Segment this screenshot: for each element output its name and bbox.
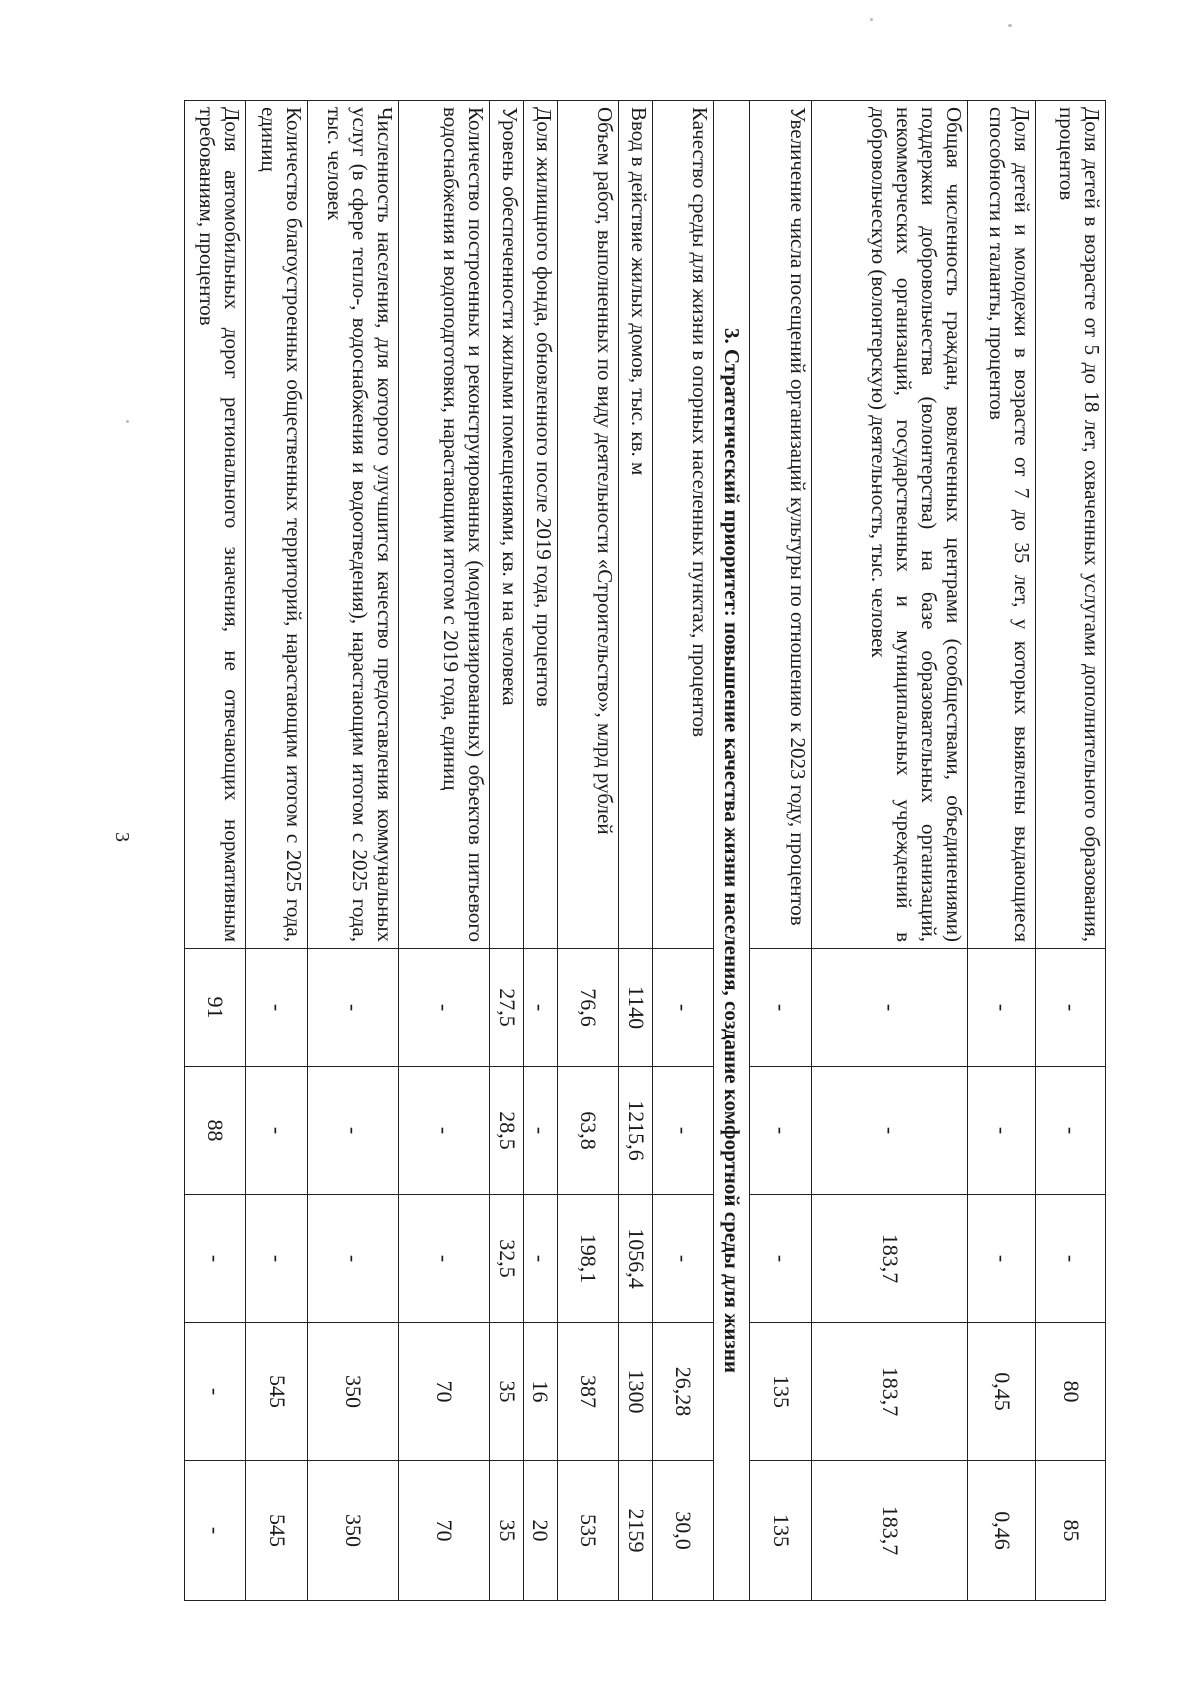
indicator-value: - (1036, 1195, 1106, 1323)
indicator-value: 183,7 (811, 1461, 968, 1601)
table-row (185, 101, 246, 1601)
indicator-name: Объем работ, выполненных по виду деятельности «Строительство», млрд рублей (557, 101, 618, 949)
indicator-value: - (398, 1195, 489, 1323)
table-row (968, 101, 1036, 1601)
indicator-value: 545 (246, 1461, 307, 1601)
indicator-value: 28,5 (489, 1067, 523, 1195)
table-row (398, 101, 489, 1601)
indicator-name: Доля жилищного фонда, обновленного после 2019 года, процентов (523, 101, 557, 949)
scan-speck (870, 18, 873, 21)
indicator-name: Доля автомобильных дорог регионального значения, не отвечающих нормативным требованиям, процентов (185, 101, 246, 949)
table-row (811, 101, 968, 1601)
indicators-table-body (185, 101, 1106, 1601)
indicator-value: 30,0 (652, 1461, 713, 1601)
table-row (489, 101, 523, 1601)
indicator-value: 1140 (619, 949, 653, 1067)
indicator-value: 35 (489, 1323, 523, 1461)
indicator-name: Доля детей в возрасте от 5 до 18 лет, охваченных услугами дополнительного образования, процентов (1036, 101, 1106, 949)
indicator-value: - (523, 1067, 557, 1195)
indicator-value: 63,8 (557, 1067, 618, 1195)
indicator-value: 535 (557, 1461, 618, 1601)
table-row (557, 101, 618, 1601)
indicator-value: - (1036, 1067, 1106, 1195)
indicator-value: - (811, 1067, 968, 1195)
indicator-value: 80 (1036, 1323, 1106, 1461)
indicator-value: - (185, 1461, 246, 1601)
indicator-value: - (398, 1067, 489, 1195)
scan-speck (126, 420, 129, 423)
page-number: 3 (111, 832, 133, 842)
indicator-value: 350 (307, 1461, 398, 1601)
table-row (652, 101, 713, 1601)
section-heading: 3. Стратегический приоритет: повышение качества жизни населения, создание комфортной среды для жизни (714, 101, 750, 1601)
section-row (714, 101, 750, 1601)
scan-speck (1008, 24, 1012, 27)
indicator-name: Уровень обеспеченности жилыми помещениями, кв. м на человека (489, 101, 523, 949)
indicator-value: 183,7 (811, 1195, 968, 1323)
indicators-table-container (184, 100, 1106, 1600)
indicator-name: Качество среды для жизни в опорных населенных пунктах, процентов (652, 101, 713, 949)
indicator-value: - (246, 1195, 307, 1323)
table-row (619, 101, 653, 1601)
table-row (523, 101, 557, 1601)
indicator-value: - (811, 949, 968, 1067)
indicator-value: 0,45 (968, 1323, 1036, 1461)
indicator-value: 76,6 (557, 949, 618, 1067)
indicator-value: - (246, 949, 307, 1067)
indicator-value: 1056,4 (619, 1195, 653, 1323)
indicator-value: 135 (750, 1323, 811, 1461)
table-row (1036, 101, 1106, 1601)
indicator-value: - (185, 1323, 246, 1461)
indicator-value: - (968, 1195, 1036, 1323)
indicator-value: - (652, 1067, 713, 1195)
table-row (307, 101, 398, 1601)
indicator-value: - (246, 1067, 307, 1195)
indicator-value: 545 (246, 1323, 307, 1461)
indicator-value: 183,7 (811, 1323, 968, 1461)
indicator-value: - (185, 1195, 246, 1323)
table-row (246, 101, 307, 1601)
table-row (750, 101, 811, 1601)
indicator-value: - (523, 1195, 557, 1323)
indicator-value: - (307, 1195, 398, 1323)
indicator-value: 350 (307, 1323, 398, 1461)
indicator-value: 0,46 (968, 1461, 1036, 1601)
indicator-value: 1215,6 (619, 1067, 653, 1195)
indicator-name: Увеличение числа посещений организаций культуры по отношению к 2023 году, процентов (750, 101, 811, 949)
indicator-value: - (968, 949, 1036, 1067)
indicator-value: - (750, 1067, 811, 1195)
indicator-value: 35 (489, 1461, 523, 1601)
indicator-value: 88 (185, 1067, 246, 1195)
indicator-name: Ввод в действие жилых домов, тыс. кв. м (619, 101, 653, 949)
indicator-value: 1300 (619, 1323, 653, 1461)
indicator-name: Общая численность граждан, вовлеченных центрами (сообществами, объединениями) поддержки добровольчества (волонтерства) на базе образовательных организаций, некоммерческих организаций, государственных и муниципальных учреждений в добровольческую (волонтерскую) деятельность, тыс. человек (811, 101, 968, 949)
indicator-value: - (652, 949, 713, 1067)
indicators-table (184, 100, 1106, 1601)
indicator-name: Численность населения, для которого улучшится качество предоставления коммунальных услуг (в сфере тепло-, водоснабжения и водоотведения), нарастающим итогом с 2025 года, тыс. человек (307, 101, 398, 949)
indicator-value: 387 (557, 1323, 618, 1461)
indicator-value: - (750, 1195, 811, 1323)
indicator-value: 135 (750, 1461, 811, 1601)
indicator-value: 2159 (619, 1461, 653, 1601)
indicator-value: 20 (523, 1461, 557, 1601)
indicator-name: Количество построенных и реконструированных (модернизированных) объектов питьевого водоснабжения и водоподготовки, нарастающим итогом с 2019 года, единиц (398, 101, 489, 949)
indicator-value: - (1036, 949, 1106, 1067)
indicator-name: Доля детей и молодежи в возрасте от 7 до 35 лет, у которых выявлены выдающиеся способности и таланты, процентов (968, 101, 1036, 949)
indicator-value: 16 (523, 1323, 557, 1461)
indicator-value: - (750, 949, 811, 1067)
indicator-value: 26,28 (652, 1323, 713, 1461)
indicator-value: 70 (398, 1323, 489, 1461)
indicator-value: 85 (1036, 1461, 1106, 1601)
indicator-value: - (968, 1067, 1036, 1195)
indicator-value: - (523, 949, 557, 1067)
indicator-value: 70 (398, 1461, 489, 1601)
indicator-value: 198,1 (557, 1195, 618, 1323)
indicator-value: - (307, 1067, 398, 1195)
indicator-value: 32,5 (489, 1195, 523, 1323)
indicator-value: 27,5 (489, 949, 523, 1067)
indicator-value: 91 (185, 949, 246, 1067)
indicator-value: - (652, 1195, 713, 1323)
indicator-name: Количество благоустроенных общественных территорий, нарастающим итогом с 2025 года, единиц (246, 101, 307, 949)
indicator-value: - (307, 949, 398, 1067)
indicator-value: - (398, 949, 489, 1067)
